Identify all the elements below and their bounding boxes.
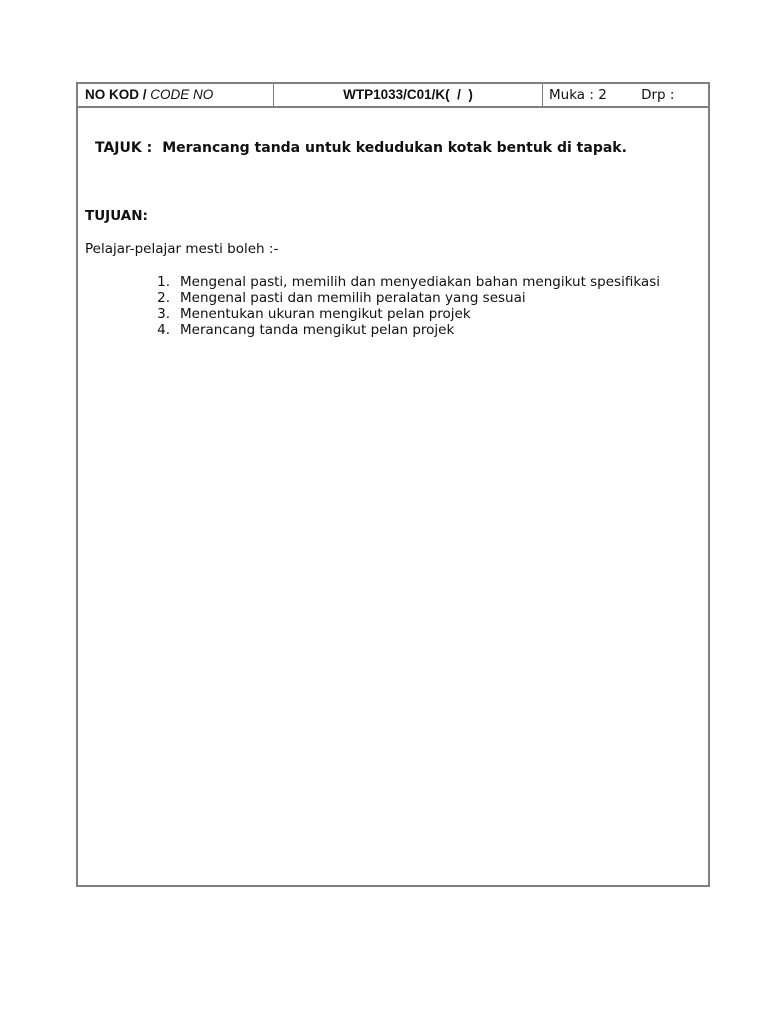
list-item-number: 2. — [157, 290, 170, 306]
list-item-text: Menentukan ukuran mengikut pelan projek — [180, 306, 471, 322]
list-item-number: 3. — [157, 306, 170, 322]
page-label: Muka : 2 — [549, 87, 607, 103]
list-item — [148, 322, 660, 338]
list-item-text: Mengenal pasti, memilih dan menyediakan bahan mengikut spesifikasi — [180, 274, 660, 290]
objectives-intro: Pelajar-pelajar mesti boleh :- — [85, 241, 279, 257]
code-value-cell — [274, 84, 543, 106]
list-item-number: 1. — [157, 274, 170, 290]
list-item-text: Mengenal pasti dan memilih peralatan yang sesuai — [180, 290, 526, 306]
list-item — [148, 274, 660, 290]
page-of-label: Drp : — [641, 87, 675, 103]
code-label-italic: CODE NO — [150, 87, 214, 102]
objectives-list — [148, 274, 660, 338]
page-number-cell — [543, 84, 708, 106]
list-item-number: 4. — [157, 322, 170, 338]
code-label-cell — [78, 84, 274, 106]
list-item — [148, 306, 660, 322]
list-item — [148, 290, 660, 306]
list-item-text: Merancang tanda mengikut pelan projek — [180, 322, 455, 338]
header-row — [78, 84, 708, 108]
page-title — [95, 140, 627, 156]
objectives-heading: TUJUAN: — [85, 208, 148, 224]
title-text: Merancang tanda untuk kedudukan kotak bentuk di tapak. — [162, 140, 627, 156]
code-value: WTP1033/C01/K( / ) — [343, 87, 473, 102]
code-label-bold: NO KOD / — [85, 87, 147, 102]
title-label: TAJUK : — [95, 140, 153, 156]
document-frame — [76, 82, 710, 887]
